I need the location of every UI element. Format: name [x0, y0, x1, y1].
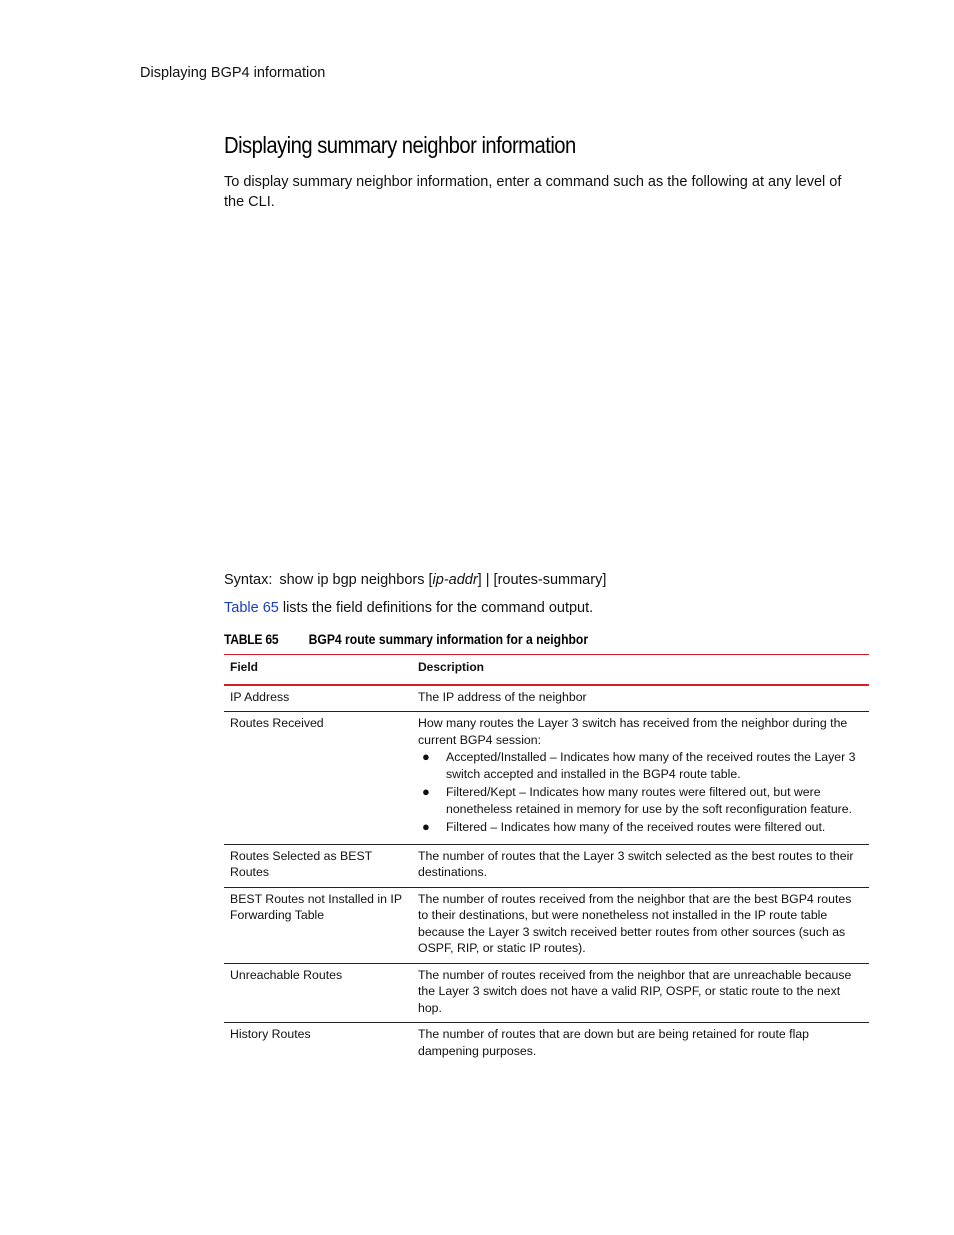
- table-title: BGP4 route summary information for a neighbor: [308, 632, 589, 647]
- description-cell: [412, 712, 869, 845]
- bullet-icon: ●: [422, 749, 430, 764]
- syntax-argument: ip-addr: [432, 572, 478, 588]
- description-cell: The IP address of the neighbor: [412, 685, 869, 712]
- list-item: ● Accepted/Installed – Indicates how many of the received routes the Layer 3 switch accepted and installed in the BGP4 route table.: [422, 749, 856, 781]
- syntax-pipe: |: [485, 572, 490, 588]
- table-caption: [224, 632, 588, 647]
- syntax-bracket-open-2: [: [493, 572, 498, 588]
- bullet-icon: ●: [422, 784, 430, 799]
- syntax-bracket-close-2: ]: [602, 572, 607, 588]
- list-item: ● Filtered – Indicates how many of the received routes were filtered out.: [422, 819, 826, 834]
- description-cell: The number of routes that are down but are being retained for route flap dampening purposes.: [418, 1027, 810, 1058]
- table-row: [224, 963, 869, 1023]
- field-cell: Unreachable Routes: [224, 963, 412, 1023]
- field-cell: Routes Selected as BEST Routes: [224, 844, 412, 887]
- table-header-row: [224, 655, 869, 685]
- table-row: [224, 844, 869, 887]
- field-cell: BEST Routes not Installed in IP Forwarding Table: [224, 887, 412, 963]
- field-cell: IP Address: [224, 685, 412, 712]
- syntax-bracket-open: [: [428, 572, 433, 588]
- table-reference-text: lists the field definitions for the command output.: [278, 600, 594, 616]
- syntax-label: Syntax:: [224, 572, 273, 588]
- bullet-list: [418, 749, 863, 836]
- syntax-command: show ip bgp neighbors: [279, 572, 425, 588]
- syntax-option: routes-summary: [497, 572, 603, 588]
- bullet-icon: ●: [422, 819, 430, 834]
- section-title: Displaying summary neighbor information: [224, 132, 576, 158]
- running-header: Displaying BGP4 information: [140, 65, 326, 81]
- column-header-field: Field: [224, 655, 412, 685]
- column-header-description: Description: [412, 655, 869, 685]
- table-row: [224, 887, 869, 963]
- description-text: How many routes the Layer 3 switch has received from the neighbor during the current BGP4 session:: [418, 716, 848, 747]
- table-link[interactable]: Table 65: [224, 600, 279, 616]
- syntax-bracket-close: ]: [477, 572, 482, 588]
- field-definition-table: [224, 654, 869, 1065]
- description-cell: The number of routes received from the neighbor that are unreachable because the Layer 3 switch does not have a valid RIP, OSPF, or static route to the next hop.: [412, 963, 869, 1023]
- table-row: [224, 1023, 869, 1066]
- table-row: [224, 685, 869, 712]
- description-cell: The number of routes that the Layer 3 switch selected as the best routes to their destinations.: [412, 844, 869, 887]
- table-row: [224, 712, 869, 845]
- table-reference-line: [224, 600, 593, 616]
- list-item: ● Filtered/Kept – Indicates how many routes were filtered out, but were nonetheless retained in memory for use by the soft reconfiguration feature.: [422, 784, 853, 816]
- field-cell: History Routes: [230, 1027, 311, 1041]
- description-cell: The number of routes received from the neighbor that are the best BGP4 routes to their destinations, but were nonetheless not installed in the IP route table because the Layer 3 switch received better routes from other sources (such as OSPF, RIP, or static IP routes).: [412, 887, 869, 963]
- intro-paragraph: To display summary neighbor information, enter a command such as the following at any level of the CLI.: [224, 174, 842, 210]
- field-cell: Routes Received: [224, 712, 412, 845]
- syntax-line: [224, 572, 606, 588]
- table-number: TABLE 65: [224, 632, 279, 647]
